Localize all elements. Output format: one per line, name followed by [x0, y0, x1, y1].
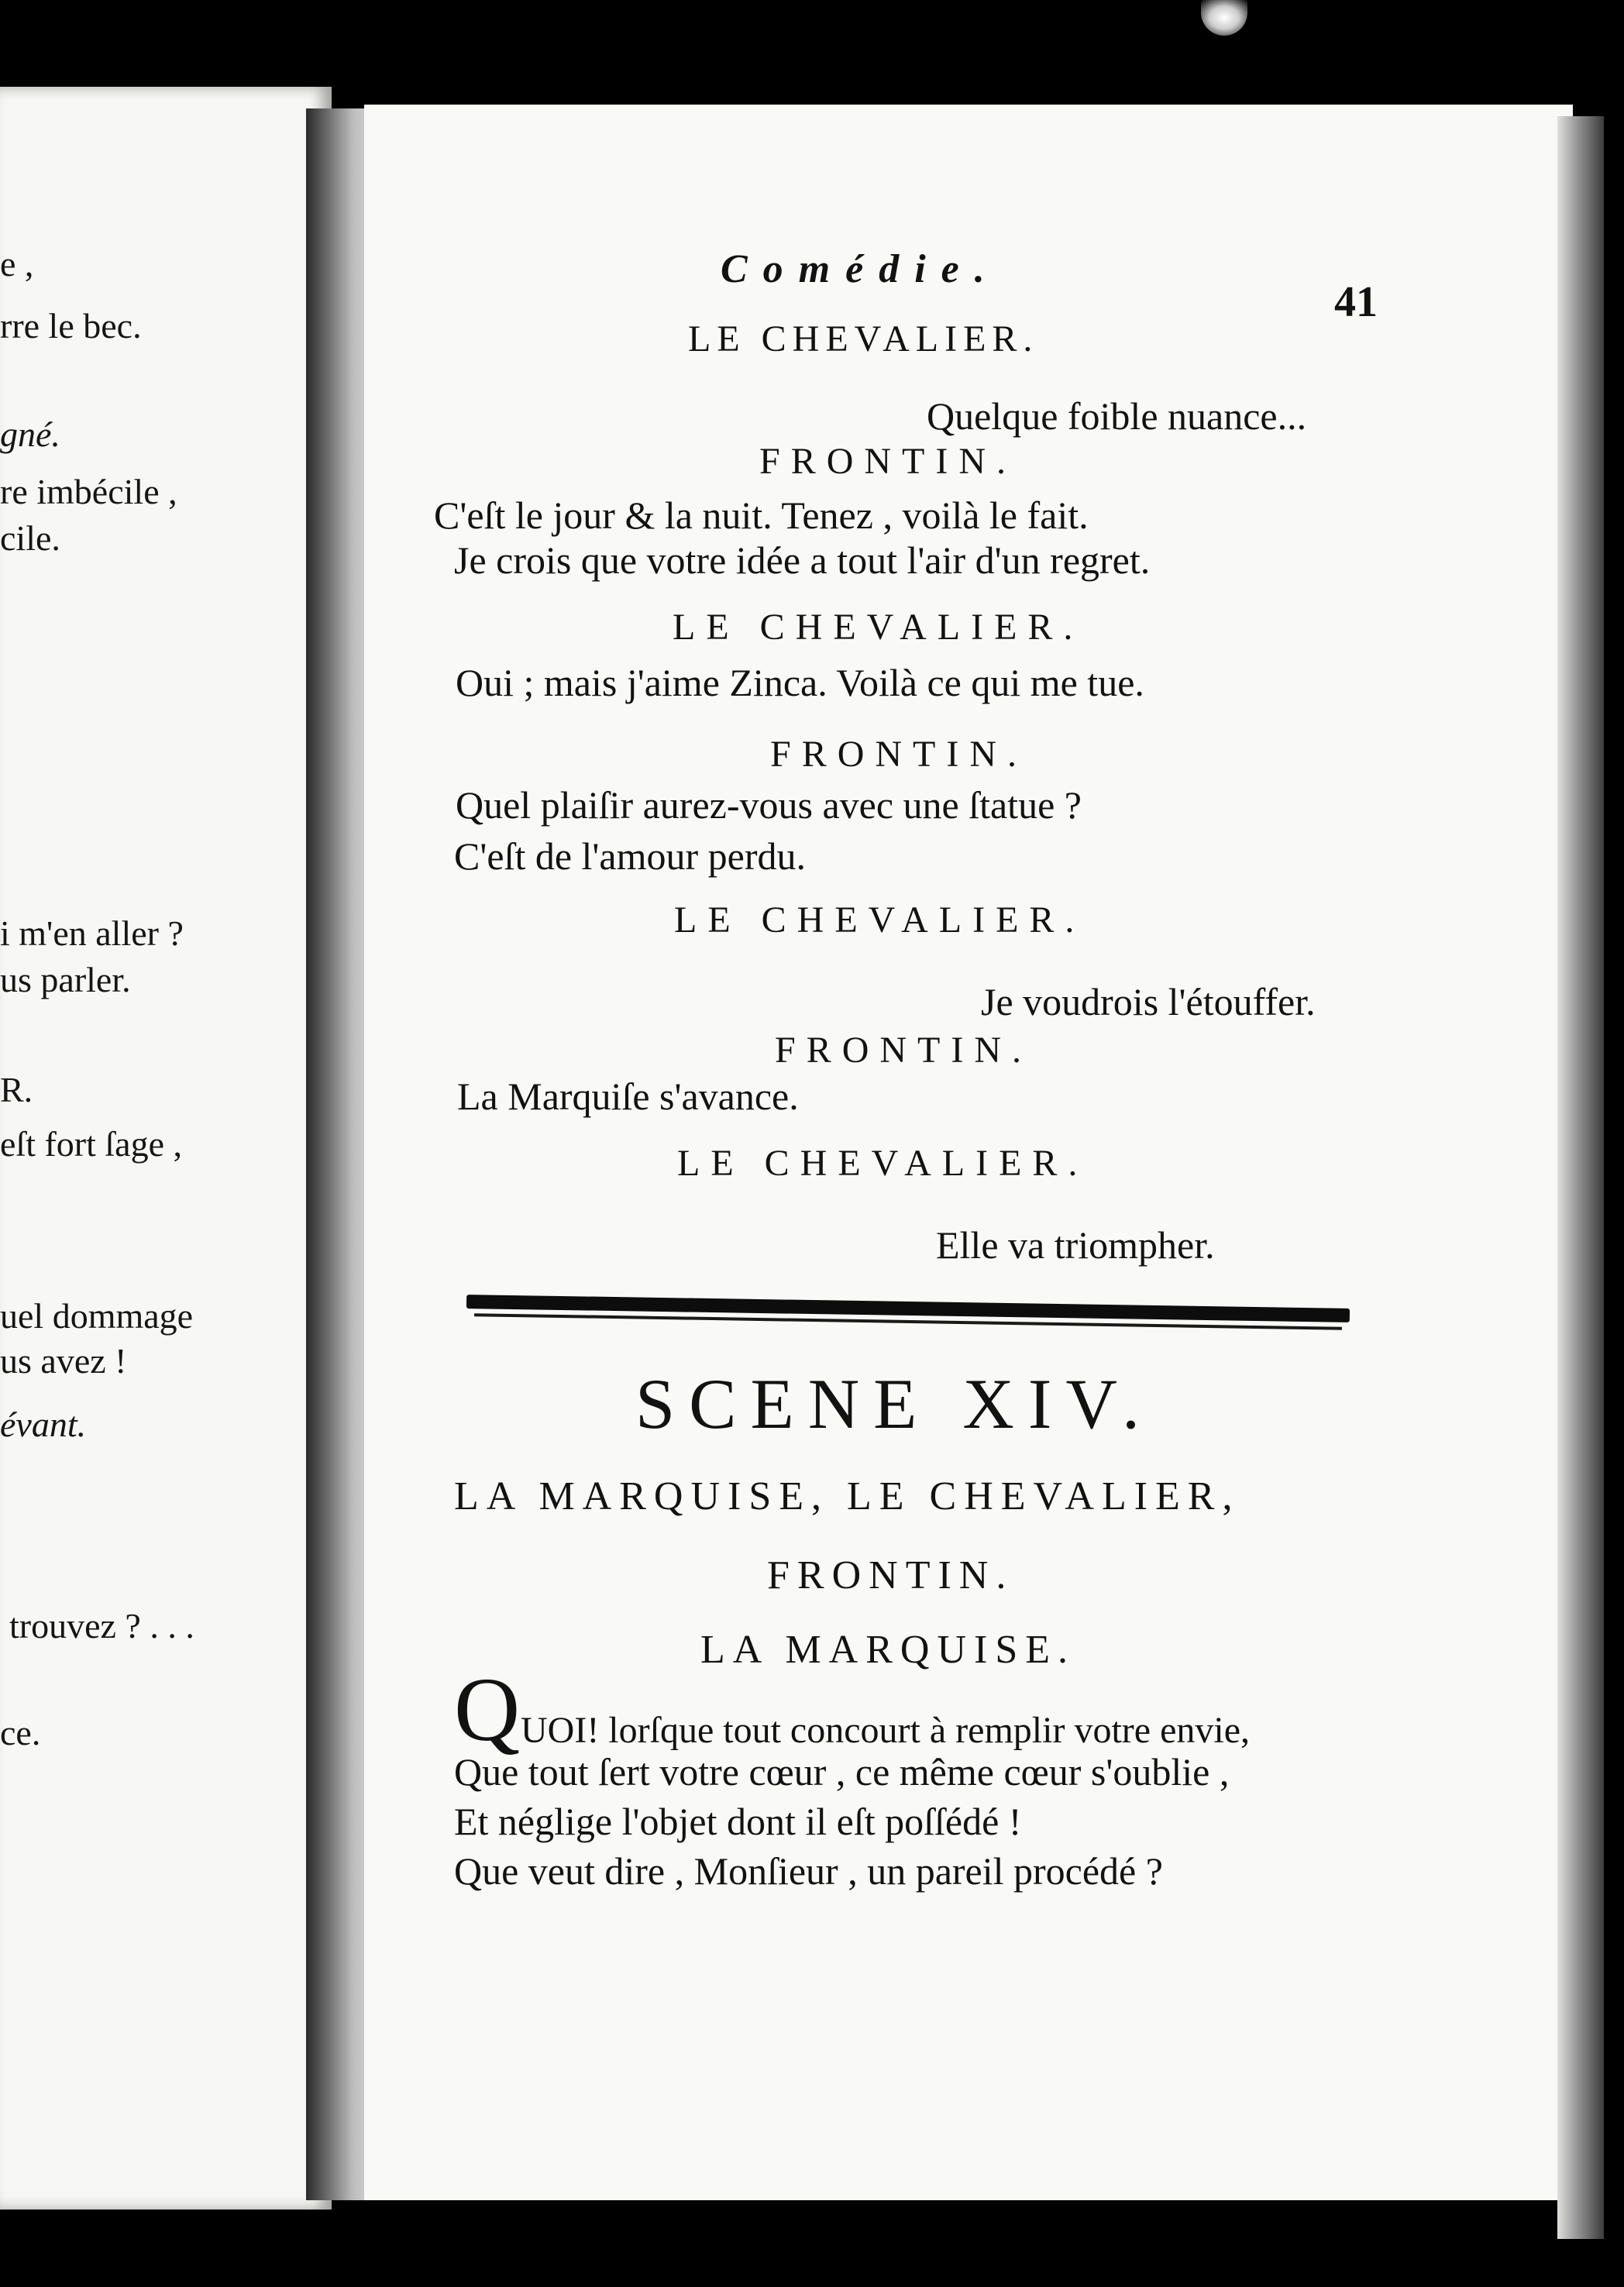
left-fragment: e , — [0, 244, 34, 284]
left-fragment: re imbécile , — [0, 472, 177, 511]
left-fragment: cile. — [0, 518, 60, 558]
left-page — [0, 87, 332, 2210]
left-fragment: ce. — [0, 1713, 41, 1752]
speaker-name: FRONTIN. — [770, 734, 1028, 775]
verse-line: Que veut dire , Monſieur , un pareil procédé ? — [454, 1849, 1163, 1893]
left-fragment: uel dommage — [0, 1296, 194, 1336]
verse-line: Je voudrois l'étouffer. — [981, 980, 1316, 1023]
left-fragment: gné. — [0, 414, 60, 454]
page-edge — [1557, 116, 1604, 2239]
verse-line: Quel plaiſir aurez-vous avec une ſtatue ? — [456, 783, 1082, 827]
left-fragment: eſt fort ſage , — [0, 1124, 183, 1164]
light-glare — [1201, 0, 1247, 36]
verse-line: Que tout ſert votre cœur , ce même cœur s'oublie , — [454, 1750, 1230, 1793]
verse-line: Elle va triompher. — [936, 1223, 1215, 1267]
speaker-name: FRONTIN. — [775, 1030, 1033, 1071]
scene-title: SCENE XIV. — [635, 1364, 1154, 1443]
verse-line: C'eſt de l'amour perdu. — [454, 834, 807, 878]
verse-line: C'eſt le jour & la nuit. Tenez , voilà le fait. — [434, 494, 1089, 537]
page-number: 41 — [1334, 278, 1378, 326]
verse-line: UOI! lorſque tout concourt à remplir votre envie, — [521, 1710, 1251, 1751]
left-fragment: R. — [0, 1070, 33, 1109]
speaker-name: LE CHEVALIER. — [688, 318, 1039, 359]
running-head: Comédie. — [721, 247, 1000, 291]
left-fragment: évant. — [0, 1405, 87, 1444]
characters-list: FRONTIN. — [767, 1553, 1014, 1597]
verse-line: Quelque foible nuance... — [927, 394, 1307, 438]
characters-list: LA MARQUISE, LE CHEVALIER, — [454, 1474, 1240, 1518]
verse-line: Et néglige l'objet dont il eſt poſſédé ! — [454, 1800, 1022, 1843]
verse-line: Je crois que votre idée a tout l'air d'un regret. — [454, 538, 1151, 582]
speaker-name: LE CHEVALIER. — [674, 899, 1086, 941]
verse-line: Oui ; mais j'aime Zinca. Voilà ce qui me tue. — [456, 661, 1144, 704]
left-fragment: rre le bec. — [0, 306, 142, 346]
left-fragment: us avez ! — [0, 1341, 127, 1381]
left-fragment: us parler. — [0, 960, 131, 999]
left-fragment: i m'en aller ? — [0, 913, 184, 953]
speaker-name: LA MARQUISE. — [700, 1628, 1076, 1672]
speaker-name: LE CHEVALIER. — [673, 607, 1084, 648]
speaker-name: FRONTIN. — [759, 441, 1017, 482]
verse-line: La Marquiſe s'avance. — [457, 1075, 799, 1118]
drop-cap: Q — [454, 1659, 521, 1760]
speaker-name: LE CHEVALIER. — [677, 1143, 1089, 1184]
left-fragment: trouvez ? . . . — [9, 1606, 194, 1646]
